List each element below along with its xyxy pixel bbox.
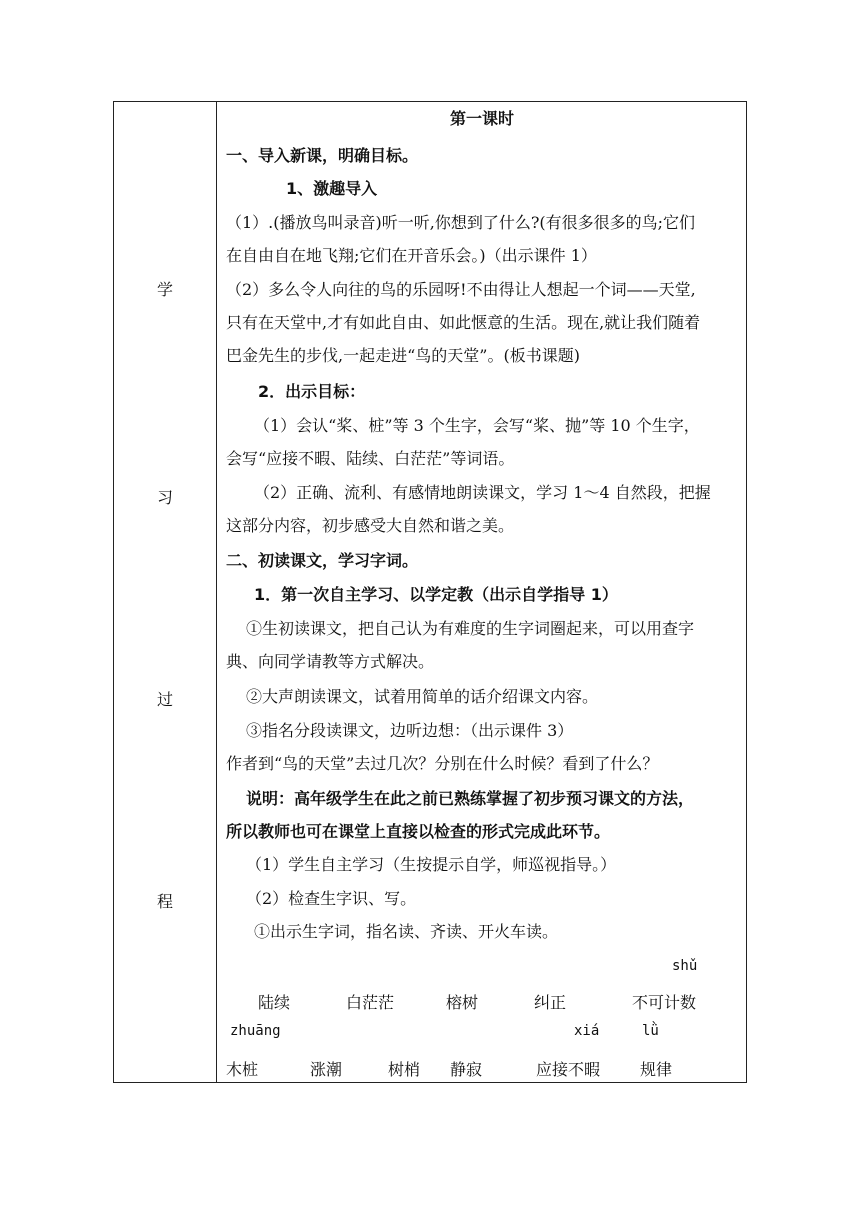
section-title: 第一课时	[449, 109, 514, 128]
para1-line2: 在自由自在地飞翔;它们在开音乐会。)（出示课件 1）	[226, 246, 597, 265]
word-yingjiebuxia: 应接不暇	[536, 1060, 601, 1079]
word-guilv: 规律	[640, 1060, 673, 1079]
word-rongshu: 榕树	[446, 993, 479, 1012]
word-bukejishu: 不可计数	[632, 993, 697, 1012]
word-jiuzheng: 纠正	[534, 993, 567, 1012]
pinyin-shu: shǔ	[672, 958, 698, 974]
subheading-self-study: 1．第一次自主学习、以学定教（出示自学指导 1）	[254, 585, 618, 604]
lesson-content	[218, 102, 746, 1082]
subheading-goals: 2．出示目标：	[258, 382, 366, 401]
side-label-column	[114, 102, 217, 1082]
goal1-line2: 会写“应接不暇、陆续、白茫茫”等词语。	[226, 449, 515, 468]
pinyin-zhuang: zhuāng	[230, 1023, 281, 1039]
item1-line1: ①生初读课文，把自己认为有难度的生字词圈起来，可以用查字	[246, 619, 695, 638]
step3: ①出示生字词，指名读、齐读、开火车读。	[254, 922, 559, 941]
goal2-line1: （2）正确、流利、有感情地朗读课文，学习 1～4 自然段，把握	[254, 483, 711, 502]
item2: ②大声朗读课文，试着用简单的话介绍课文内容。	[246, 687, 599, 706]
heading-import: 一、导入新课，明确目标。	[226, 146, 419, 165]
subheading-warmup: 1、激趣导入	[286, 179, 378, 198]
question-line: 作者到“鸟的天堂”去过几次？分别在什么时候？看到了什么？	[226, 754, 659, 773]
side-label-xue: 学	[156, 280, 173, 299]
para1-line1: （1）.(播放鸟叫录音)听一听,你想到了什么?(有很多很多的鸟;它们	[226, 213, 696, 232]
side-label-xi: 习	[156, 488, 173, 507]
goal2-line2: 这部分内容，初步感受大自然和谐之美。	[226, 516, 515, 535]
word-jingji: 静寂	[450, 1060, 483, 1079]
para2-line3: 巴金先生的步伐,一起走进“鸟的天堂”。(板书课题)	[226, 346, 580, 365]
word-baimangmang: 白茫茫	[346, 993, 395, 1012]
item1-line2: 典、向同学请教等方式解决。	[226, 652, 435, 671]
heading-first-reading: 二、初读课文，学习字词。	[226, 551, 419, 570]
para2-line2: 只有在天堂中,才有如此自由、如此惬意的生活。现在,就让我们随着	[226, 313, 701, 332]
step1: （1）学生自主学习（生按提示自学，师巡视指导。）	[246, 855, 617, 874]
side-label-cheng: 程	[156, 892, 173, 911]
word-luxu: 陆续	[258, 993, 291, 1012]
side-label-guo: 过	[156, 690, 173, 709]
pinyin-xia: xiá	[574, 1023, 600, 1039]
word-muzhuang: 木桩	[226, 1060, 259, 1079]
note-line2: 所以教师也可在课堂上直接以检查的形式完成此环节。	[226, 822, 611, 841]
lesson-table	[113, 101, 747, 1083]
goal1-line1: （1）会认“桨、桩”等 3 个生字，会写“桨、抛”等 10 个生字，	[254, 416, 700, 435]
pinyin-lu: lǜ	[642, 1023, 659, 1039]
note-line1: 说明：高年级学生在此之前已熟练掌握了初步预习课文的方法，	[246, 789, 695, 808]
word-zhangchao: 涨潮	[310, 1060, 343, 1079]
para2-line1: （2）多么令人向往的鸟的乐园呀!不由得让人想起一个词——天堂,	[226, 280, 696, 299]
step2: （2）检查生字识、写。	[246, 889, 417, 908]
word-shushao: 树梢	[388, 1060, 421, 1079]
item3: ③指名分段读课文，边听边想：（出示课件 3）	[246, 721, 574, 740]
